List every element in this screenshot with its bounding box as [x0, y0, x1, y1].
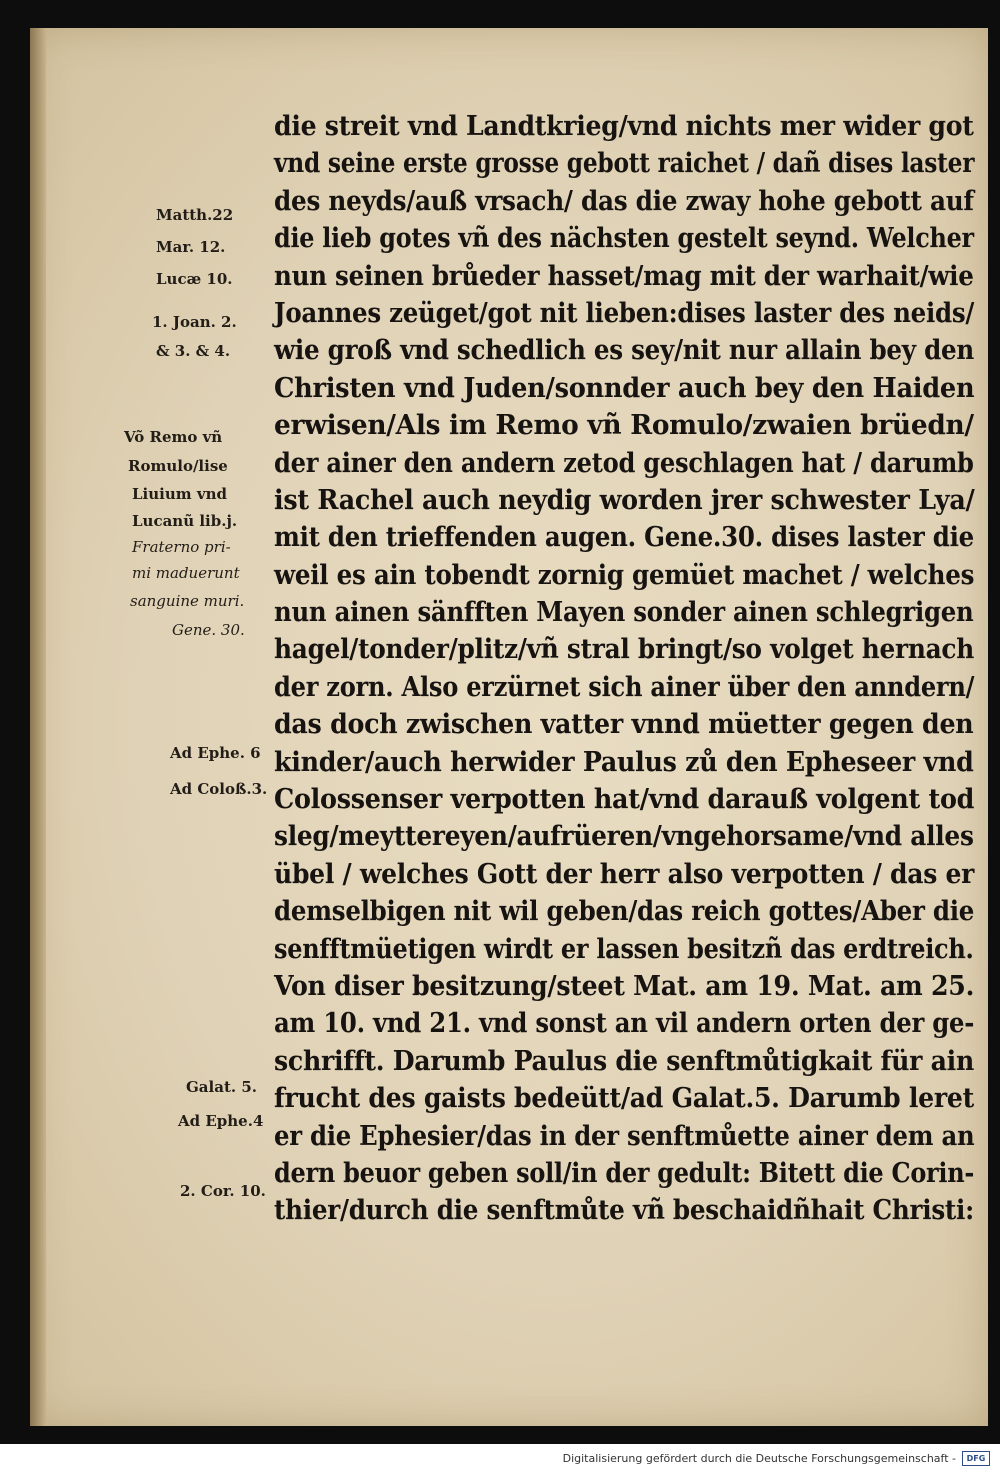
text-line: dern beuor geben soll/in der gedult: Bitett die Corin-	[274, 1157, 975, 1189]
text-line: Joannes zeüget/got nit lieben:dises laster des neids/	[274, 297, 975, 329]
margin-note: Võ Remo vñ	[124, 428, 223, 446]
text-line: frucht des gaists bedeütt/ad Galat.5. Darumb leret	[274, 1083, 974, 1115]
text-line: Von diser besitzung/steet Mat. am 19. Mat. am 25.	[274, 970, 975, 1002]
text-line: des neyds/auß vrsach/ das die zway hohe gebott auf	[274, 185, 974, 217]
text-line: Christen vnd Juden/sonnder auch bey den Haiden	[274, 372, 975, 404]
text-line: übel / welches Gott der herr also verpotten / das er	[274, 858, 975, 890]
text-line: wie groß vnd schedlich es sey/nit nur allain bey den	[274, 335, 975, 367]
text-line: ist Rachel auch neydig worden jrer schwester Lya/	[274, 484, 975, 516]
text-line: thier/durch die senftmůte vñ beschaidñhait Christi:	[274, 1195, 974, 1227]
text-line: der ainer den andern zetod geschlagen hat / darumb	[274, 447, 974, 479]
text-line: sleg/meyttereyen/aufrüeren/vngehorsame/vnd alles	[274, 821, 974, 853]
margin-note: Ad Ephe.4	[178, 1112, 264, 1130]
text-line: weil es ain tobendt zornig gemüet machet / welches	[274, 559, 975, 591]
dfg-logo: DFG	[962, 1451, 990, 1466]
text-line: mit den trieffenden augen. Gene.30. dises laster die	[274, 522, 974, 554]
margin-note: Mar. 12.	[156, 238, 226, 256]
text-line: der zorn. Also erzürnet sich ainer über den anndern/	[274, 671, 975, 703]
text-line: die streit vnd Landtkrieg/vnd nichts mer wider got	[274, 111, 974, 142]
text-line: er die Ephesier/das in der senftmůette ainer dem an	[274, 1120, 975, 1152]
margin-note: Matth.22	[156, 206, 234, 224]
text-line: das doch zwischen vatter vnnd müetter gegen den	[274, 709, 974, 741]
margin-note: 2. Cor. 10.	[180, 1182, 266, 1200]
margin-note: Fraterno pri-	[132, 538, 231, 556]
text-line: hagel/tonder/plitz/vñ stral bringt/so volget hernach	[274, 634, 975, 666]
margin-note: Gene. 30.	[172, 621, 245, 639]
margin-note: Romulo/lise	[128, 457, 228, 475]
text-line: demselbigen nit wil geben/das reich gottes/Aber die	[274, 896, 975, 928]
footer-bar	[0, 1444, 1000, 1473]
margin-note: Ad Coloß.3.	[170, 780, 268, 798]
margin-note: Ad Ephe. 6	[170, 744, 261, 762]
text-line: die lieb gotes vñ des nächsten gestelt seynd. Welcher	[274, 223, 974, 255]
text-line: vnd seine erste grosse gebott raichet / dañ dises laster	[274, 148, 975, 180]
footer-credit: Digitalisierung gefördert durch die Deutsche Forschungsgemeinschaft -	[562, 1452, 956, 1465]
text-line: nun seinen brůeder hasset/mag mit der warhait/wie	[274, 260, 974, 292]
text-line: kinder/auch herwider Paulus zů den Epheseer vnd	[274, 746, 974, 778]
text-line: nun ainen sänfften Mayen sonder ainen schlegrigen	[274, 597, 974, 629]
text-line: erwisen/Als im Remo vñ Romulo/zwaien brüedn/	[274, 410, 974, 442]
page-gutter	[30, 28, 46, 1426]
margin-note: mi maduerunt	[132, 564, 240, 582]
text-line: schrifft. Darumb Paulus die senftmůtigkait für ain	[274, 1045, 974, 1077]
margin-note: Liuium vnd	[132, 485, 227, 503]
body-text	[274, 108, 974, 1230]
margin-note: Lucanũ lib.j.	[132, 512, 238, 530]
margin-note: Lucæ 10.	[156, 270, 233, 288]
text-line: senfftmüetigen wirdt er lassen besitzñ das erdtreich.	[274, 933, 974, 965]
text-line: am 10. vnd 21. vnd sonst an vil andern orten der ge-	[274, 1008, 975, 1040]
margin-note: 1. Joan. 2.	[152, 313, 237, 331]
margin-note: sanguine muri.	[130, 592, 245, 610]
margin-note: & 3. & 4.	[156, 342, 231, 360]
text-line: Colossenser verpotten hat/vnd darauß volgent tod	[274, 784, 975, 816]
margin-note: Galat. 5.	[186, 1078, 257, 1096]
